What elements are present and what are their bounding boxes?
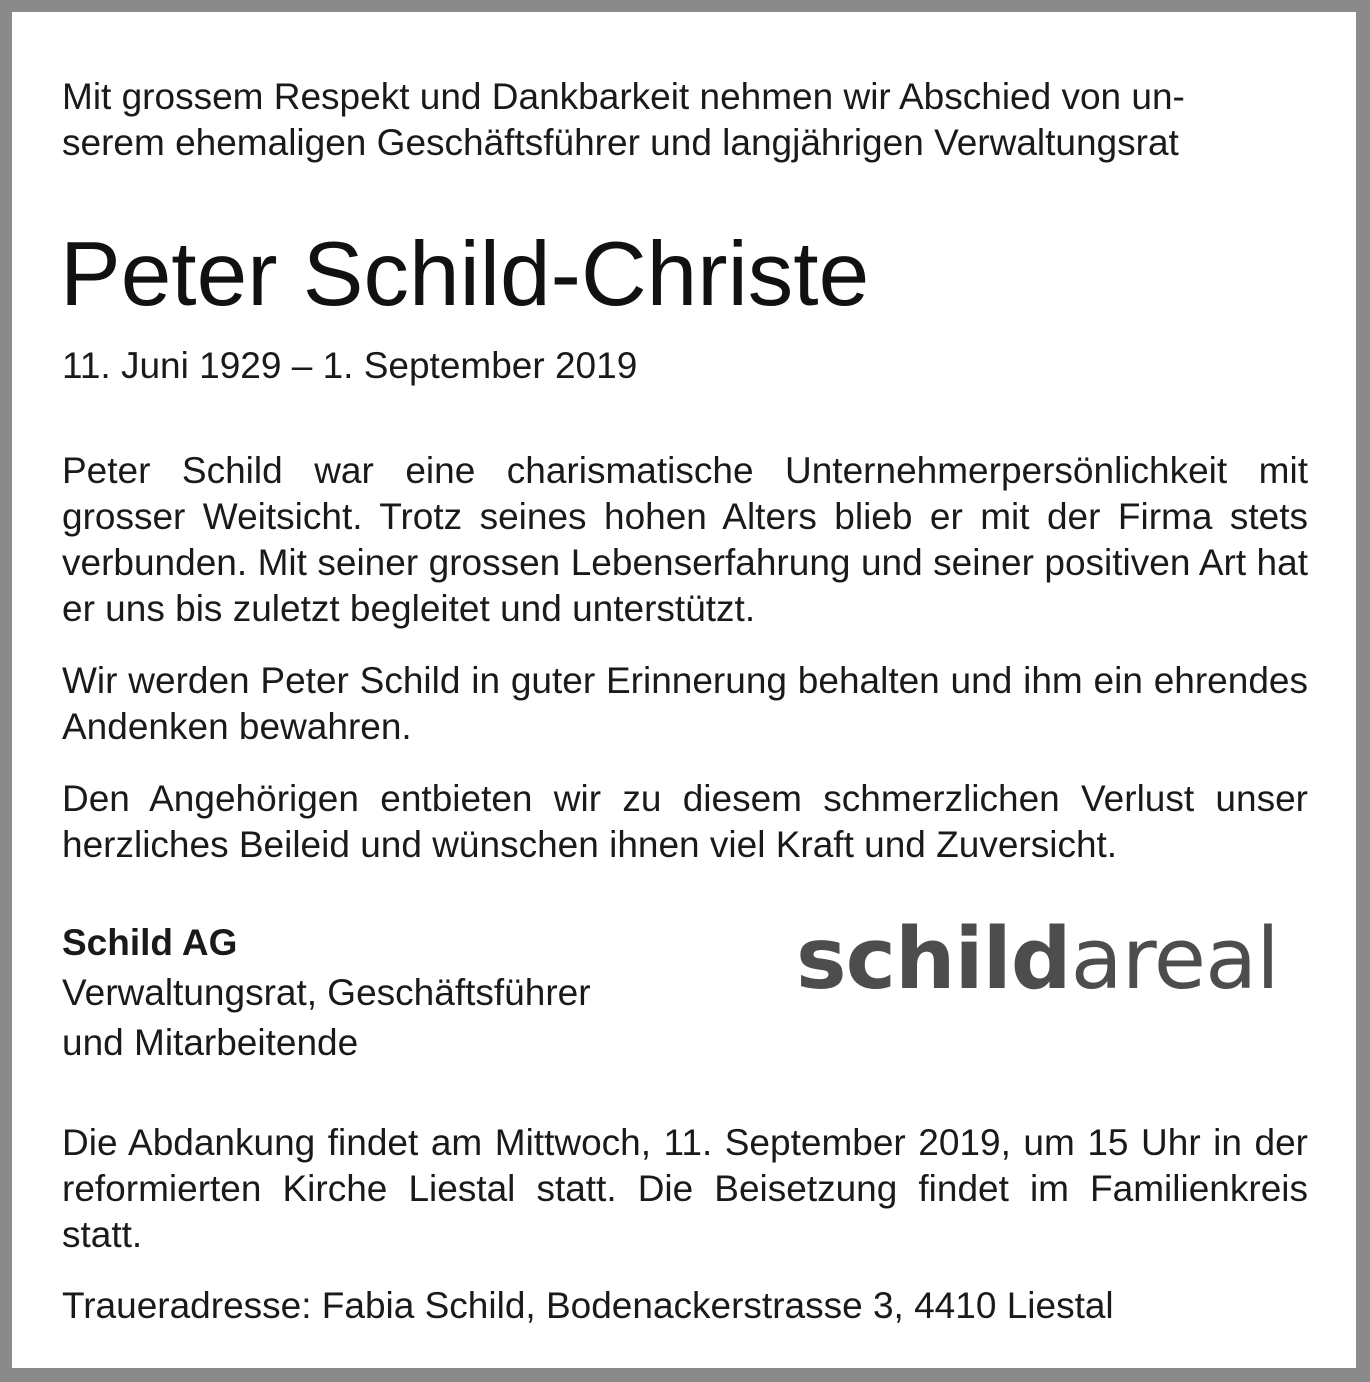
condolence-paragraph: Den Angehörigen entbieten wir zu diesem schmerzlichen Verlust unser herzliches Beileid und wünschen ihnen viel Kraft und Zuversicht. [62, 778, 1308, 865]
deceased-name: Peter Schild-Christe [60, 224, 870, 325]
signatory-line-2: und Mitarbeitende [62, 1022, 359, 1063]
signature-block [62, 918, 702, 1068]
tribute-paragraph: Peter Schild war eine charismatische Unternehmerpersönlichkeit mit grosser Weitsicht. Trotz seines hohen Alters blieb er mit der Firma stets verbunden. Mit seiner grossen Lebenserfahrung und seiner positiven Art hat er uns bis zuletzt begleitet und unterstützt. [62, 450, 1308, 629]
intro-line-1: Mit grossem Respekt und Dankbarkeit nehmen wir Abschied von un- [62, 76, 1185, 117]
obituary-notice [12, 12, 1356, 1368]
remembrance-paragraph: Wir werden Peter Schild in guter Erinnerung behalten und ihm ein ehrendes Andenken bewahren. [62, 660, 1308, 747]
life-dates: 11. Juni 1929 – 1. September 2019 [62, 345, 638, 386]
funeral-info-paragraph: Die Abdankung findet am Mittwoch, 11. September 2019, um 15 Uhr in der reformierten Kirche Liestal statt. Die Beisetzung findet im Familienkreis statt. [62, 1122, 1308, 1255]
intro-text [62, 74, 1308, 166]
mourning-address: Traueradresse: Fabia Schild, Bodenackerstrasse 3, 4410 Liestal [62, 1285, 1114, 1326]
schildareal-logo [796, 905, 1316, 1015]
logo-text-areal: areal [1070, 910, 1279, 1009]
company-name: Schild AG [62, 922, 238, 963]
logo-text-schild: schild [796, 910, 1071, 1009]
intro-line-2: serem ehemaligen Geschäftsführer und langjährigen Verwaltungsrat [62, 122, 1179, 163]
signatory-line-1: Verwaltungsrat, Geschäftsführer [62, 972, 591, 1013]
